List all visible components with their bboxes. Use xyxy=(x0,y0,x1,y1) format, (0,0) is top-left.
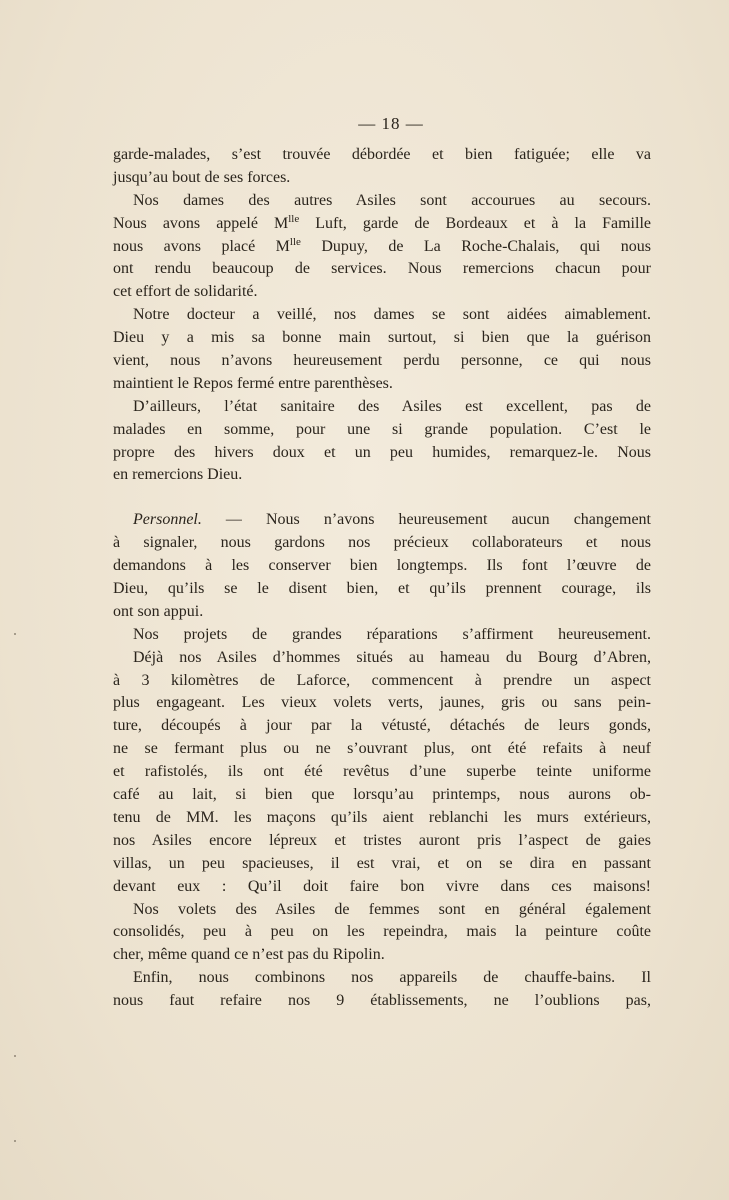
text-line xyxy=(113,421,651,444)
text-span: malades en somme, pour une si grande population. C’est le xyxy=(113,420,651,438)
text-span: nos Asiles encore lépreux et tristes auront pris l’aspect de gaies xyxy=(113,831,651,849)
section-heading: Personnel. xyxy=(133,511,202,529)
text-span: jusqu’au bout de ses forces. xyxy=(113,168,291,186)
text-line xyxy=(113,786,651,809)
text-line xyxy=(113,969,651,992)
text-span: Dieu, qu’ils se le disent bien, et qu’ils prennent courage, ils xyxy=(113,580,651,598)
text-line xyxy=(113,580,651,603)
text-line xyxy=(113,192,651,215)
text-line xyxy=(113,375,651,398)
text-span: villas, un peu spacieuses, il est vrai, et on se dira en passant xyxy=(113,854,651,872)
text-span: cet effort de solidarité. xyxy=(113,283,258,301)
text-span: Nos dames des autres Asiles sont accourues au secours. xyxy=(133,191,651,209)
paper-speck xyxy=(14,1140,16,1142)
text-line xyxy=(113,626,651,649)
text-line xyxy=(113,534,651,557)
text-line xyxy=(113,740,651,763)
text-line xyxy=(113,672,651,695)
paper-speck xyxy=(14,1055,16,1057)
text-span: — Nous n’avons heureusement aucun changement xyxy=(201,511,651,529)
text-span: Nos volets des Asiles de femmes sont en général également xyxy=(133,900,651,918)
superscript: lle xyxy=(289,235,301,248)
page-body xyxy=(113,112,651,1015)
text-span: nous avons placé M xyxy=(113,237,290,255)
text-span: maintient le Repos fermé entre parenthèses. xyxy=(113,374,393,392)
text-line xyxy=(113,878,651,901)
text-span: vient, nous n’avons heureusement perdu personne, ce qui nous xyxy=(113,352,651,370)
text-line xyxy=(113,466,651,489)
text-span: D’ailleurs, l’état sanitaire des Asiles est excellent, pas de xyxy=(133,397,651,415)
text-span: plus engageant. Les vieux volets verts, jaunes, gris ou sans pein- xyxy=(113,694,651,712)
text-span: Déjà nos Asiles d’hommes situés au hameau du Bourg d’Abren, xyxy=(133,648,651,666)
text-span: propre des hivers doux et un peu humides, remarquez-le. Nous xyxy=(113,443,651,461)
text-span: consolidés, peu à peu on les repeindra, mais la peinture coûte xyxy=(113,923,651,941)
text-line xyxy=(113,352,651,375)
text-line xyxy=(113,260,651,283)
text-line xyxy=(113,603,651,626)
text-span: Nos projets de grandes réparations s’affirment heureusement. xyxy=(133,625,651,643)
text-span: Luft, garde de Bordeaux et à la Famille xyxy=(299,214,651,232)
text-span: Dieu y a mis sa bonne main surtout, si bien que la guérison xyxy=(113,329,651,347)
text-line xyxy=(113,146,651,169)
text-line xyxy=(113,329,651,352)
text-line xyxy=(113,923,651,946)
text-span: demandons à les conserver bien longtemps. Ils font l’œuvre de xyxy=(113,557,651,575)
text-span: nous faut refaire nos 9 établissements, ne l’oublions pas, xyxy=(113,992,651,1010)
text-span: en remercions Dieu. xyxy=(113,466,243,484)
text-line xyxy=(113,169,651,192)
text-line xyxy=(113,901,651,924)
text-span: ne se fermant plus ou ne s’ouvrant plus, ont été refaits à neuf xyxy=(113,740,651,758)
text-span: tenu de MM. les maçons qu’ils aient reblanchi les murs extérieurs, xyxy=(113,808,651,826)
text-span: ont son appui. xyxy=(113,602,204,620)
superscript: lle xyxy=(288,212,300,225)
text-line xyxy=(113,992,651,1015)
text-line xyxy=(113,717,651,740)
text-line xyxy=(113,809,651,832)
paragraph-gap xyxy=(113,489,651,511)
text-line xyxy=(113,946,651,969)
text-line xyxy=(113,511,651,534)
text-line xyxy=(113,283,651,306)
paper-speck xyxy=(14,633,16,635)
text-span: Dupuy, de La Roche-Chalais, qui nous xyxy=(300,237,652,255)
text-line xyxy=(113,763,651,786)
text-line xyxy=(113,235,652,261)
text-line xyxy=(113,832,651,855)
text-span: et rafistolés, ils ont été revêtus d’une superbe teinte uniforme xyxy=(113,763,651,781)
body-text xyxy=(113,146,651,1015)
text-line xyxy=(113,649,651,672)
text-span: cher, même quand ce n’est pas du Ripolin. xyxy=(113,946,385,964)
page-number: — 18 — xyxy=(358,114,424,133)
text-line xyxy=(113,444,651,467)
text-span: Nous avons appelé M xyxy=(113,214,289,232)
text-span: Notre docteur a veillé, nos dames se sont aidées aimablement. xyxy=(133,306,651,324)
text-line xyxy=(113,694,651,717)
text-line xyxy=(113,398,651,421)
text-line xyxy=(113,306,651,329)
text-span: à 3 kilomètres de Laforce, commencent à prendre un aspect xyxy=(113,671,651,689)
text-line xyxy=(113,855,651,878)
text-span: ture, découpés à jour par la vétusté, détachés de leurs gonds, xyxy=(113,717,651,735)
text-span: Enfin, nous combinons nos appareils de chauffe-bains. Il xyxy=(133,969,651,987)
text-line xyxy=(113,557,651,580)
text-span: garde-malades, s’est trouvée débordée et bien fatiguée; elle va xyxy=(113,146,651,163)
text-span: à signaler, nous gardons nos précieux collaborateurs et nous xyxy=(113,534,651,552)
text-line xyxy=(113,212,651,238)
text-span: café au lait, si bien que lorsqu’au printemps, nous aurons ob- xyxy=(113,786,651,804)
text-span: devant eux : Qu’il doit faire bon vivre dans ces maisons! xyxy=(113,877,651,895)
text-span: ont rendu beaucoup de services. Nous remercions chacun pour xyxy=(113,260,651,278)
